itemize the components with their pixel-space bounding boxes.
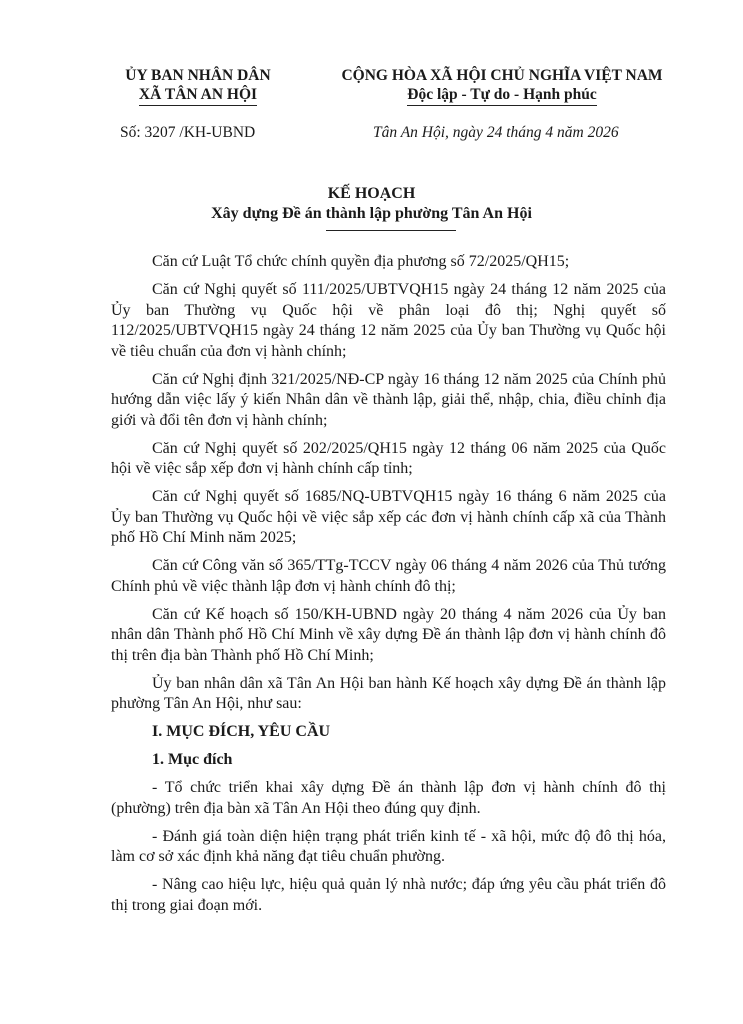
section-heading: I. MỤC ĐÍCH, YÊU CẦU <box>152 723 331 740</box>
title-underline <box>326 230 456 231</box>
purpose-item: - Tổ chức triển khai xây dựng Đề án thành lập đơn vị hành chính đô thị (phường) trên địa bàn xã Tân An Hội theo đúng quy định. <box>111 779 666 817</box>
subsection-heading: 1. Mục đích <box>152 751 233 768</box>
national-motto <box>322 66 682 106</box>
issuing-authority <box>98 66 298 106</box>
document-body <box>111 252 666 924</box>
legal-basis-paragraph: Căn cứ Nghị quyết số 202/2025/QH15 ngày 12 tháng 06 năm 2025 của Quốc hội về việc sắp xếp đơn vị hành chính cấp tỉnh; <box>111 439 666 477</box>
legal-basis-paragraph: Căn cứ Nghị quyết số 1685/NQ-UBTVQH15 ngày 16 tháng 6 năm 2025 của Ủy ban Thường vụ Quốc hội về việc sắp xếp các đơn vị hành chính cấp xã của Thành phố Hồ Chí Minh năm 2025; <box>111 488 666 546</box>
document-number: Số: 3207 /KH-UBND <box>120 124 256 141</box>
legal-basis-paragraph: Căn cứ Nghị quyết số 111/2025/UBTVQH15 ngày 24 tháng 12 năm 2025 của Ủy ban Thường vụ Quốc hội về phân loại đô thị; Nghị quyết số 112/2025/UBTVQH15 ngày 24 tháng 12 năm 2025 của Ủy ban Thường vụ Quốc hội về tiêu chuẩn của đơn vị hành chính; <box>111 281 666 360</box>
document-subject <box>0 205 743 223</box>
document-date: Tân An Hội, ngày 24 tháng 4 năm 2026 <box>373 124 619 141</box>
motto-line: Độc lập - Tự do - Hạnh phúc <box>407 85 596 106</box>
legal-basis-paragraph: Căn cứ Công văn số 365/TTg-TCCV ngày 06 tháng 4 năm 2026 của Thủ tướng Chính phủ về việc thành lập đơn vị hành chính đô thị; <box>111 557 666 595</box>
legal-basis-paragraph: Căn cứ Luật Tổ chức chính quyền địa phương số 72/2025/QH15; <box>152 253 570 270</box>
intro-paragraph: Ủy ban nhân dân xã Tân An Hội ban hành Kế hoạch xây dựng Đề án thành lập phường Tân An Hội, như sau: <box>111 674 666 712</box>
authority-line-1: ỦY BAN NHÂN DÂN <box>125 67 271 84</box>
subject-text: Xây dựng Đề án thành lập phường Tân An Hội <box>211 205 532 222</box>
purpose-item: - Nâng cao hiệu lực, hiệu quả quản lý nhà nước; đáp ứng yêu cầu phát triển đô thị trong giai đoạn mới. <box>111 876 666 914</box>
authority-line-2: XÃ TÂN AN HỘI <box>139 85 257 106</box>
nation-name: CỘNG HÒA XÃ HỘI CHỦ NGHĨA VIỆT NAM <box>341 67 663 84</box>
purpose-item: - Đánh giá toàn diện hiện trạng phát triển kinh tế - xã hội, mức độ đô thị hóa, làm cơ sở xác định khả năng đạt tiêu chuẩn phường. <box>111 827 666 865</box>
legal-basis-paragraph: Căn cứ Kế hoạch số 150/KH-UBND ngày 20 tháng 4 năm 2026 của Ủy ban nhân dân Thành phố Hồ Chí Minh về xây dựng Đề án thành lập đơn vị hành chính đô thị trên địa bàn Thành phố Hồ Chí Minh; <box>111 605 666 664</box>
document-type: KẾ HOẠCH <box>327 185 416 202</box>
legal-basis-paragraph: Căn cứ Nghị định 321/2025/NĐ-CP ngày 16 tháng 12 năm 2025 của Chính phủ hướng dẫn việc lấy ý kiến Nhân dân về thành lập, giải thể, nhập, chia, điều chỉnh địa giới và đổi tên đơn vị hành chính; <box>111 370 666 429</box>
